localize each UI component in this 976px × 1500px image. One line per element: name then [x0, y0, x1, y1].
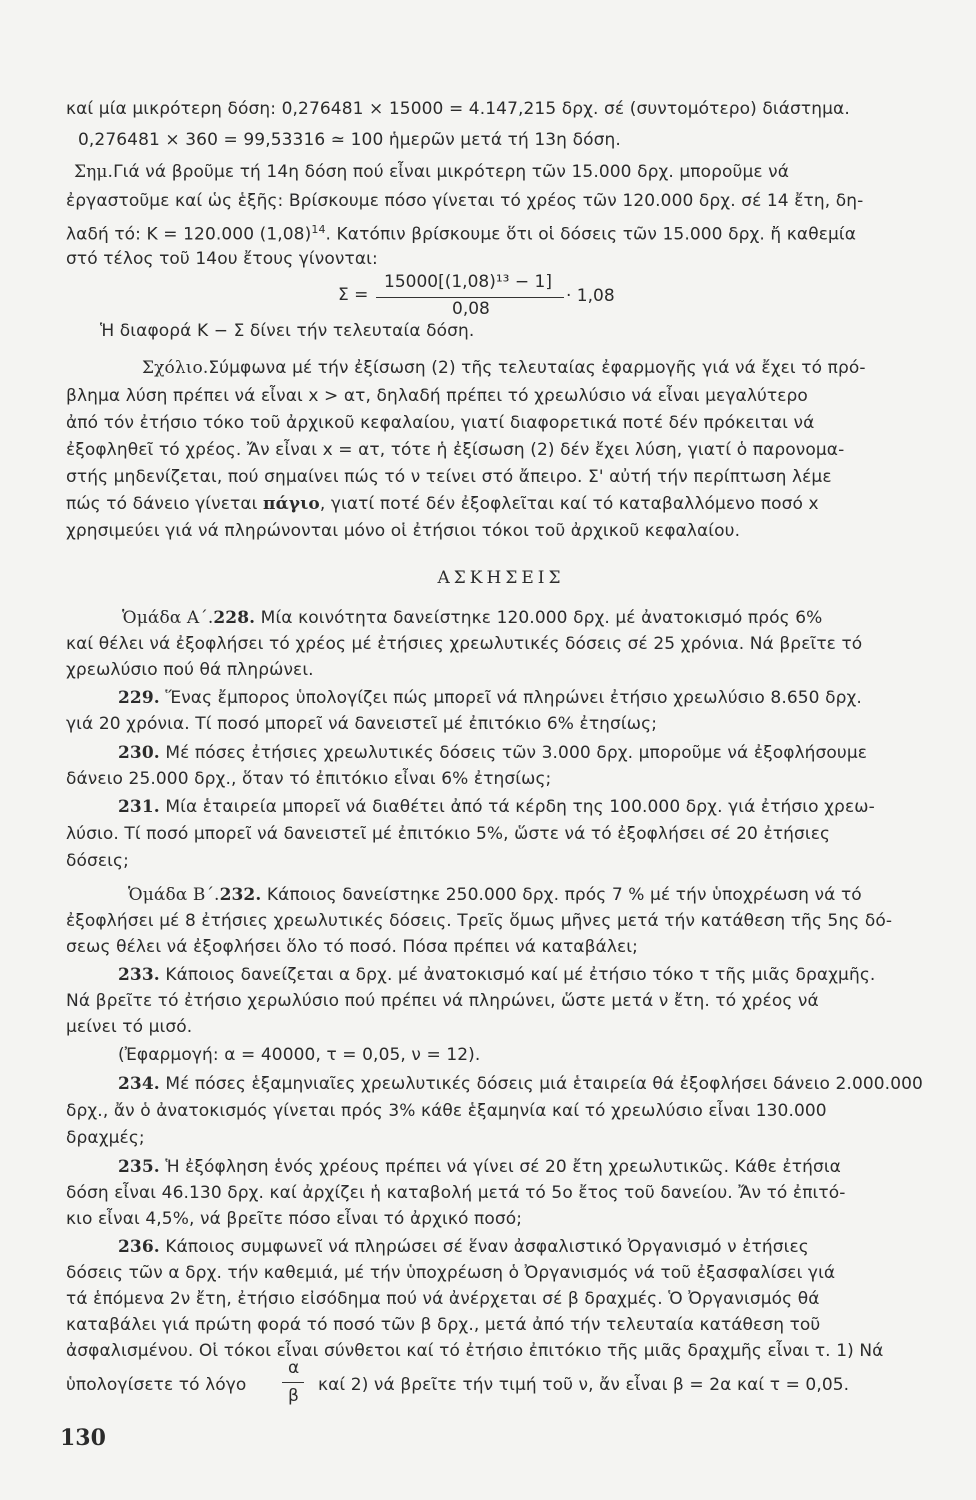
text-line: δόσεις; [66, 851, 129, 871]
text-line: Ἕνας ἔμπορος ὑπολογίζει πώς μπορεῖ νά πληρώνει ἐτήσιο χρεωλύσιο 8.650 δρχ. [165, 688, 862, 708]
exercise-number: 232. [219, 885, 262, 905]
text-segment: λαδή τό: K = 120.000 (1,08) [66, 224, 312, 245]
text-line: Μέ πόσες ἐτήσιες χρεωλυτικές δόσεις τῶν 3.000 δρχ. μποροῦμε νά ἐξοφλήσουμε [165, 743, 868, 763]
text-line: Ἡ ἐξόφληση ἑνός χρέους πρέπει νά γίνει σέ 20 ἔτη χρεωλυτικῶς. Κάθε ἐτήσια [165, 1157, 841, 1177]
text-line: δρχ., ἄν ὁ ἀνατοκισμός γίνεται πρός 3% κάθε ἑξαμηνία καί τό χρεωλύσιο εἶναι 130.000 [66, 1101, 827, 1121]
text-line: στής μηδενίζεται, πού σημαίνει πώς τό ν τείνει στό ἄπειρο. Σ' αὐτή τήν περίπτωση λέμε [66, 467, 832, 487]
note-label: Σημ. [74, 162, 114, 182]
ratio-denominator: β [288, 1386, 299, 1406]
text-line: Κάποιος δανείστηκε 250.000 δρχ. πρός 7 % μέ τήν ὑποχρέωση νά τό [266, 885, 862, 905]
text-line: Κάποιος συμφωνεῖ νά πληρώσει σέ ἕναν ἀσφαλιστικό Ὀργανισμό ν ἐτήσιες [165, 1237, 809, 1257]
formula-denominator: 0,08 [452, 299, 490, 319]
text-line: καταβάλει γιά πρώτη φορά τό ποσό τῶν β δρχ., μετά ἀπό τήν τελευταία κατάθεση τοῦ [66, 1315, 821, 1335]
text-segment: πώς τό δάνειο γίνεται [66, 494, 264, 514]
text-line: καί μία μικρότερη δόση: 0,276481 × 15000 = 4.147,215 δρχ. σέ (συντομότερο) διάστημα. [66, 99, 850, 119]
text-line: ἐργαστοῦμε καί ὡς ἑξῆς: Βρίσκουμε πόσο γίνεται τό χρέος τῶν 120.000 δρχ. σέ 14 ἔτη, δη- [66, 191, 864, 211]
exercise-number: 234. [118, 1074, 160, 1094]
formula-numerator: 15000[(1,08)¹³ − 1] [384, 272, 552, 292]
text-segment: , γιατί ποτέ δέν ἐξοφλεῖται καί τό καταβαλλόμενο ποσό x [319, 494, 819, 514]
text-line [66, 217, 936, 248]
note-paragraph [74, 159, 944, 185]
text-line: καί 2) νά βρεῖτε τήν τιμή τοῦ ν, ἄν εἶναι β = 2α καί τ = 0,05. [318, 1375, 850, 1395]
text-line: Μία ἑταιρεία μπορεῖ νά διαθέτει ἀπό τά κέρδη της 100.000 δρχ. γιά ἐτήσιο χρεω- [165, 797, 875, 817]
exercise-228 [122, 605, 976, 631]
exercise-229 [118, 685, 976, 711]
section-heading: ΑΣΚΗΣΕΙΣ [437, 568, 565, 588]
text-line: δόση εἶναι 46.130 δρχ. καί ἀρχίζει ἡ καταβολή μετά τό 5ο ἔτος τοῦ δανείου. Ἄν τό ἐπιτό- [66, 1183, 846, 1203]
comment-paragraph [142, 355, 936, 381]
exercise-236 [118, 1234, 976, 1260]
text-line: μείνει τό μισό. [66, 1017, 193, 1037]
text-line: Σύμφωνα μέ τήν ἐξίσωση (2) τῆς τελευταίας ἐφαρμογῆς γιά νά ἔχει τό πρό- [208, 358, 866, 378]
exercise-230 [118, 740, 976, 766]
page-number: 130 [60, 1425, 106, 1451]
text-line: ἐξοφληθεῖ τό χρέος. Ἄν εἶναι x = ατ, τότε ἡ ἐξίσωση (2) δέν ἔχει λύση, γιατί ὁ παρονομα- [66, 440, 845, 460]
exercise-234 [118, 1071, 976, 1097]
text-line: καί θέλει νά ἐξοφλήσει τό χρέος μέ ἐτήσιες χρεωλυτικές δόσεις σέ 25 χρόνια. Νά βρεῖτε τό [66, 634, 863, 654]
text-line: 0,276481 × 360 = 99,53316 ≃ 100 ἡμερῶν μετά τή 13η δόση. [78, 130, 621, 150]
exercise-235 [118, 1154, 976, 1180]
ratio-bar [282, 1382, 304, 1383]
text-line: γιά 20 χρόνια. Τί ποσό μπορεῖ νά δανειστεῖ μέ ἐπιτόκιο 6% ἐτησίως; [66, 714, 658, 734]
text-line: δραχμές; [66, 1128, 145, 1148]
exercise-number: 230. [118, 743, 160, 763]
text-line: σεως θέλει νά ἐξοφλήσει ὅλο τό ποσό. Πόσα πρέπει νά καταβάλει; [66, 937, 638, 957]
text-line: Γιά νά βροῦμε τή 14η δόση πού εἶναι μικρότερη τῶν 15.000 δρχ. μποροῦμε νά [113, 162, 790, 182]
exercise-number: 228. [213, 608, 256, 628]
exercise-number: 231. [118, 797, 160, 817]
ratio-numerator: α [288, 1358, 300, 1378]
comment-label: Σχόλιο. [142, 358, 209, 378]
exercise-number: 229. [118, 688, 160, 708]
group-label: Ὁμάδα Β΄. [128, 885, 220, 905]
text-line: κιο εἶναι 4,5%, νά βρεῖτε πόσο εἶναι τό ἀρχικό ποσό; [66, 1209, 523, 1229]
text-line: βλημα λύση πρέπει νά εἶναι x > ατ, δηλαδή πρέπει τό χρεωλύσιο νά εἶναι μεγαλύτερο [66, 386, 808, 406]
text-line: ἐξοφλήσει μέ 8 ἐτήσιες χρεωλυτικές δόσεις. Τρεῖς ὅμως μῆνες μετά τήν κατάθεση τῆς 5ης δό- [66, 911, 893, 931]
text-line: στό τέλος τοῦ 14ου ἔτους γίνονται: [66, 249, 378, 269]
text-segment: ὑπολογίσετε τό λόγο [66, 1375, 247, 1395]
text-line: δάνειο 25.000 δρχ., ὅταν τό ἐπιτόκιο εἶναι 6% ἐτησίως; [66, 769, 552, 789]
text-line: δόσεις τῶν α δρχ. τήν καθεμιά, μέ τήν ὑποχρέωση ὁ Ὀργανισμός νά τοῦ ἐξασφαλίσει γιά [66, 1263, 836, 1283]
exercise-231 [118, 794, 976, 820]
exercise-232 [128, 882, 976, 908]
text-line: τά ἑπόμενα 2ν ἔτη, ἐτήσιο εἰσόδημα πού νά ἀνέρχεται σέ β δραχμές. Ὁ Ὀργανισμός θά [66, 1289, 820, 1309]
text-line: χρεωλύσιο πού θά πληρώνει. [66, 660, 314, 680]
exponent: 14 [311, 223, 326, 236]
text-line: (Ἐφαρμογή: α = 40000, τ = 0,05, ν = 12). [118, 1045, 481, 1065]
text-line: Ἡ διαφορά K − Σ δίνει τήν τελευταία δόση. [100, 321, 475, 341]
formula-lhs: Σ = [338, 285, 369, 305]
text-line [66, 491, 936, 517]
text-line: Μία κοινότητα δανείστηκε 120.000 δρχ. μέ ἀνατοκισμό πρός 6% [260, 608, 823, 628]
exercise-233 [118, 962, 976, 988]
exercise-number: 236. [118, 1237, 160, 1257]
exercise-number: 233. [118, 965, 160, 985]
text-segment: . Κατόπιν βρίσκουμε ὅτι οἱ δόσεις τῶν 15.000 δρχ. ἤ καθεμία [325, 224, 857, 245]
exercise-number: 235. [118, 1157, 160, 1177]
fraction-bar [376, 297, 564, 298]
text-line: ἀπό τόν ἐτήσιο τόκο τοῦ ἀρχικοῦ κεφαλαίου, γιατί διαφορετικά ποτέ δέν πρόκειται νά [66, 413, 815, 433]
group-label: Ὁμάδα Α΄. [122, 608, 214, 628]
text-line: Μέ πόσες ἑξαμηνιαῖες χρεωλυτικές δόσεις μιά ἑταιρεία θά ἐξοφλήσει δάνειο 2.000.000 [165, 1074, 923, 1094]
text-line: Νά βρεῖτε τό ἐτήσιο χερωλύσιο πού πρέπει νά πληρώνει, ὥστε μετά ν ἔτη. τό χρέος νά [66, 991, 819, 1011]
formula-rhs: · 1,08 [566, 286, 615, 306]
text-line: λύσιο. Τί ποσό μπορεῖ νά δανειστεῖ μέ ἐπιτόκιο 5%, ὥστε νά τό ἐξοφλήσει σέ 20 ἐτήσιες [66, 824, 831, 844]
text-line: Κάποιος δανείζεται α δρχ. μέ ἀνατοκισμό καί μέ ἐτήσιο τόκο τ τῆς μιᾶς δραχμῆς. [165, 965, 876, 985]
text-line: ἀσφαλισμένου. Οἱ τόκοι εἶναι σύνθετοι καί τό ἐτήσιο ἐπιτόκιο τῆς μιᾶς δραχμῆς εἶναι τ. 1) Νά [66, 1341, 884, 1361]
emphasis: πάγιο [263, 494, 320, 514]
text-line: χρησιμεύει γιά νά πληρώνονται μόνο οἱ ἐτήσιοι τόκοι τοῦ ἀρχικοῦ κεφαλαίου. [66, 521, 741, 541]
